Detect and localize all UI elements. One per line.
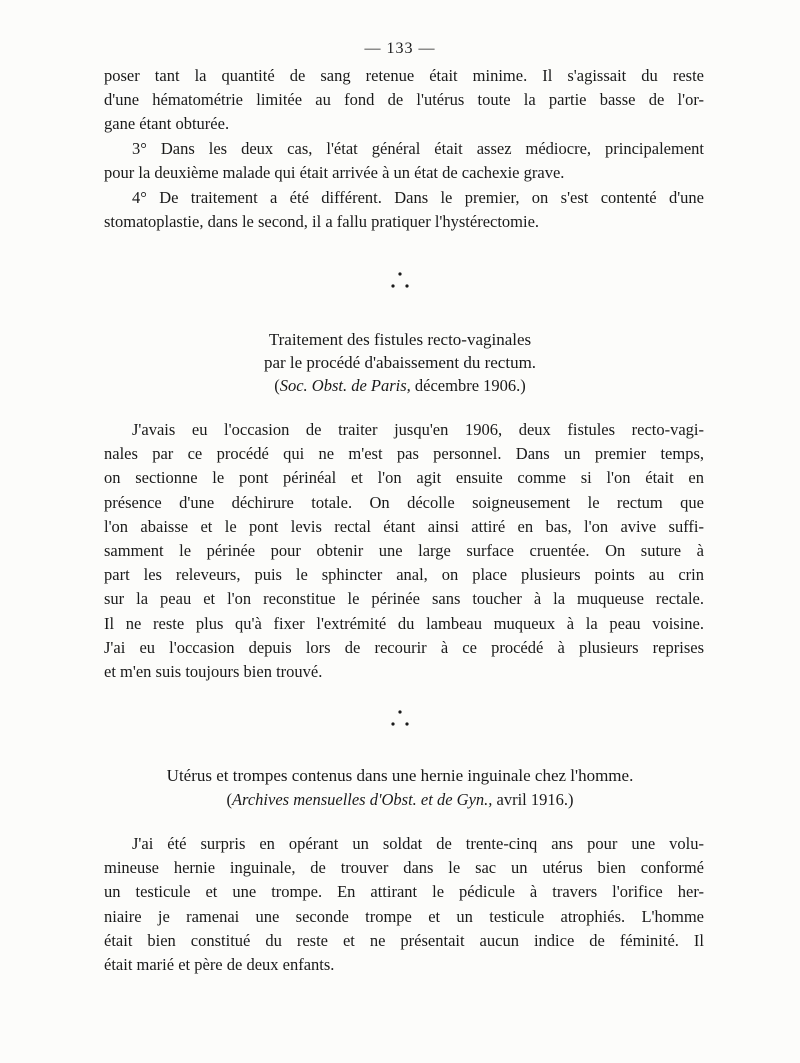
point-3-paragraph [104,137,704,185]
text-line: sur la peau et l'on reconstitue le périnée sans toucher à la muqueuse rectale. [104,589,704,609]
section-2-title [0,764,800,787]
text-line: un testicule et une trompe. En attirant le pédicule à travers l'orifice her- [104,882,704,902]
section-1-source [0,374,800,397]
text-line: J'avais eu l'occasion de traiter jusqu'en 1906, deux fistules recto-vagi- [132,420,704,439]
text-line: mineuse hernie inguinale, de trouver dans le sac un utérus bien conformé [104,858,704,878]
text-line: gane étant obturée. [104,114,230,134]
text-line: Il ne reste plus qu'à fixer l'extrémité du lambeau muqueux à la peau voisine. [104,613,704,633]
text-line: stomatoplastie, dans le second, il a fallu pratiquer l'hystérectomie. [104,212,540,232]
text-line: était marié et père de deux enfants. [104,955,335,975]
intro-paragraph [104,64,704,137]
section-title-line: Traitement des fistules recto-vaginales [268,330,532,349]
asterism-icon [388,270,412,292]
section-1-body [104,418,704,684]
text-line: nales par ce procédé qui ne m'est pas personnel. Dans un premier temps, [104,444,704,464]
section-title-line: par le procédé d'abaissement du rectum. [263,353,537,372]
text-line: part les releveurs, puis le sphincter anal, on place plusieurs points au crin [104,565,704,585]
text-line: on sectionne le pont périnéal et l'on agit ensuite comme si l'on était en [104,468,704,488]
text-line: l'on abaisse et le pont levis rectal étant ainsi attiré en bas, l'on avive suffi- [104,516,704,536]
source-journal: Archives mensuelles d'Obst. et de Gyn., [231,790,493,809]
section-2-body [104,832,704,977]
source-paren: ( [274,376,280,395]
text-line: J'ai été surpris en opérant un soldat de trente-cinq ans pour une volu- [132,834,704,853]
text-line: pour la deuxième malade qui était arrivée à un état de cachexie grave. [104,163,565,183]
page-number: — 133 — [364,40,436,57]
section-2-source [0,788,800,811]
text-line: samment le périnée pour obtenir une large surface cruentée. On suture à [104,541,704,561]
text-line: et m'en suis toujours bien trouvé. [104,662,323,682]
text-line: poser tant la quantité de sang retenue était minime. Il s'agissait du reste [104,66,704,85]
text-line: 4° De traitement a été différent. Dans le premier, on s'est contenté d'une [132,188,704,207]
source-date: décembre 1906.) [410,376,526,395]
source-date: avril 1916.) [492,790,574,809]
asterism-icon [388,708,412,730]
source-paren: ( [226,790,232,809]
section-1-title [0,328,800,374]
source-journal: Soc. Obst. de Paris, [279,376,411,395]
text-line: d'une hématométrie limitée au fond de l'utérus toute la partie basse de l'or- [104,90,704,110]
text-line: 3° Dans les deux cas, l'état général était assez médiocre, principalement [132,139,704,158]
text-line: J'ai eu l'occasion depuis lors de recourir à ce procédé à plusieurs reprises [104,637,704,657]
text-line: était bien constitué du reste et ne présentait aucun indice de féminité. Il [104,930,704,950]
section-title-line: Utérus et trompes contenus dans une hernie inguinale chez l'homme. [166,766,634,785]
text-line: niaire je ramenai une seconde trompe et un testicule atrophiés. L'homme [104,906,704,926]
point-4-paragraph [104,186,704,234]
section-separator [0,708,800,731]
text-line: présence d'une déchirure totale. On décolle soigneusement le rectum que [104,492,704,512]
section-separator [0,270,800,293]
